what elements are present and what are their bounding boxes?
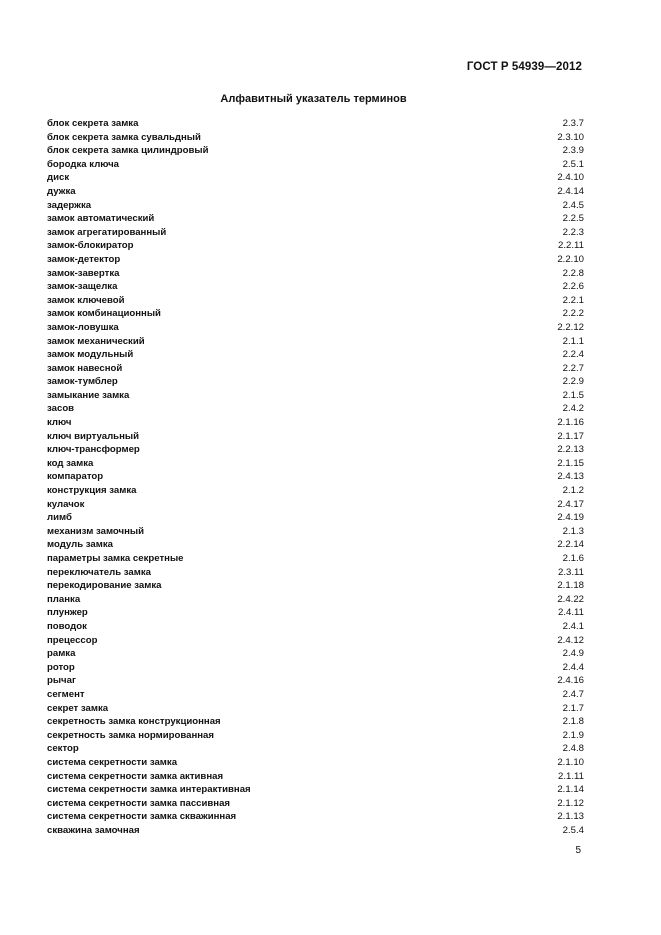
index-term: система секретности замка (47, 756, 178, 768)
index-reference: 2.5.4 (562, 824, 584, 836)
index-term: бородка ключа (47, 158, 120, 170)
index-reference: 2.1.6 (562, 553, 584, 564)
index-reference: 2.3.10 (557, 131, 584, 143)
index-row (47, 647, 584, 661)
document-code: ГОСТ Р 54939—2012 (466, 61, 582, 73)
index-row (47, 457, 584, 471)
index-row (47, 280, 584, 294)
index-reference: 2.4.7 (562, 688, 584, 700)
index-term: замок-защелка (47, 281, 118, 293)
index-term: параметры замка секретные (47, 553, 184, 564)
index-term: модуль замка (47, 539, 113, 551)
index-reference: 2.4.2 (562, 403, 584, 415)
index-reference: 2.1.15 (557, 457, 584, 469)
index-term: замок-детектор (47, 253, 121, 265)
index-row (47, 470, 584, 484)
index-reference: 2.3.9 (562, 145, 584, 157)
index-reference: 2.3.11 (558, 566, 584, 578)
index-row (47, 307, 584, 321)
index-reference: 2.1.2 (562, 485, 584, 497)
index-reference: 2.3.7 (562, 118, 584, 129)
index-reference: 2.2.8 (562, 267, 584, 279)
index-row (47, 321, 584, 335)
index-term: замок механический (47, 335, 145, 347)
index-row (47, 729, 584, 743)
index-row (47, 661, 584, 675)
index-row (47, 362, 584, 376)
index-reference: 2.4.14 (557, 185, 584, 197)
index-reference: 2.5.1 (562, 158, 584, 170)
index-row (47, 185, 584, 199)
index-term: блок секрета замка сувальдный (47, 131, 201, 143)
index-term: секретность замка нормированная (47, 729, 214, 741)
index-row (47, 226, 584, 240)
section-title: Алфавитный указатель терминов (220, 93, 407, 105)
index-reference: 2.4.4 (562, 661, 584, 673)
index-row (47, 239, 584, 253)
index-term: замок-ловушка (47, 321, 119, 333)
index-reference: 2.1.1 (562, 335, 584, 347)
index-row (47, 810, 584, 824)
index-row (47, 348, 584, 362)
index-term: ключ (47, 417, 72, 429)
index-term: замок модульный (47, 349, 134, 361)
index-row (47, 416, 584, 430)
index-term: система секретности замка интерактивная (47, 784, 251, 796)
index-reference: 2.1.17 (557, 430, 584, 442)
index-reference: 2.1.7 (562, 702, 584, 714)
index-reference: 2.2.11 (558, 240, 584, 252)
index-row (47, 606, 584, 620)
index-term: диск (47, 172, 70, 184)
index-term: замок-завертка (47, 267, 120, 279)
index-row (47, 402, 584, 416)
index-row (47, 783, 584, 797)
index-term: кулачок (47, 498, 85, 510)
index-reference: 2.1.9 (562, 729, 584, 741)
index-term: поводок (47, 620, 87, 632)
index-term: блок секрета замка цилиндровый (47, 145, 209, 157)
index-row (47, 702, 584, 716)
index-term: замок навесной (47, 362, 123, 374)
index-reference: 2.4.16 (557, 675, 584, 687)
index-term: замок-блокиратор (47, 240, 134, 252)
index-reference: 2.4.17 (557, 498, 584, 510)
term-index-list (47, 117, 584, 837)
index-row (47, 756, 584, 770)
index-row (47, 158, 584, 172)
index-row (47, 770, 584, 784)
index-reference: 2.2.1 (562, 294, 584, 306)
index-row (47, 525, 584, 539)
index-term: код замка (47, 457, 94, 469)
index-row (47, 117, 584, 131)
index-term: ротор (47, 661, 75, 673)
index-term: механизм замочный (47, 525, 144, 537)
index-term: система секретности замка активная (47, 770, 224, 782)
index-term: плунжер (47, 607, 88, 619)
index-row (47, 566, 584, 580)
index-reference: 2.2.2 (562, 308, 584, 320)
index-row (47, 267, 584, 281)
index-reference: 2.4.12 (557, 634, 584, 646)
index-reference: 2.1.12 (557, 797, 584, 809)
index-reference: 2.2.5 (562, 213, 584, 225)
index-term: замок ключевой (47, 294, 125, 306)
index-term: скважина замочная (47, 824, 140, 836)
index-term: замок автоматический (47, 213, 155, 225)
index-row (47, 131, 584, 145)
index-term: задержка (47, 199, 92, 211)
index-reference: 2.1.11 (558, 770, 584, 782)
index-row (47, 484, 584, 498)
index-row (47, 579, 584, 593)
index-row (47, 212, 584, 226)
index-reference: 2.4.9 (562, 648, 584, 660)
index-row (47, 294, 584, 308)
index-row (47, 335, 584, 349)
index-term: система секретности замка пассивная (47, 797, 231, 809)
index-row (47, 430, 584, 444)
index-row (47, 375, 584, 389)
index-reference: 2.2.7 (562, 362, 584, 374)
index-term: система секретности замка скважинная (47, 811, 237, 823)
index-term: лимб (47, 512, 72, 524)
index-reference: 2.1.13 (557, 811, 584, 823)
index-row (47, 538, 584, 552)
index-term: конструкция замка (47, 485, 137, 497)
index-term: замок комбинационный (47, 308, 161, 320)
index-reference: 2.1.5 (562, 389, 584, 401)
index-term: рычаг (47, 675, 76, 687)
index-row (47, 511, 584, 525)
index-row (47, 715, 584, 729)
index-reference: 2.1.14 (557, 784, 584, 796)
index-row (47, 824, 584, 838)
index-row (47, 498, 584, 512)
index-reference: 2.2.14 (557, 539, 584, 551)
index-reference: 2.1.3 (562, 525, 584, 537)
index-term: дужка (47, 185, 76, 197)
index-term: переключатель замка (47, 566, 151, 578)
index-reference: 2.2.6 (562, 281, 584, 293)
index-term: замыкание замка (47, 389, 130, 401)
index-reference: 2.2.3 (562, 226, 584, 238)
index-term: секрет замка (47, 702, 109, 714)
index-reference: 2.4.8 (562, 743, 584, 755)
index-reference: 2.2.9 (562, 376, 584, 388)
index-row (47, 797, 584, 811)
index-reference: 2.4.10 (557, 172, 584, 184)
index-term: прецессор (47, 634, 98, 646)
index-reference: 2.4.11 (558, 607, 584, 619)
index-term: планка (47, 593, 81, 605)
index-term: ключ виртуальный (47, 430, 139, 442)
index-row (47, 634, 584, 648)
index-term: сектор (47, 743, 79, 755)
index-row (47, 144, 584, 158)
index-row (47, 443, 584, 457)
index-reference: 2.2.12 (557, 321, 584, 333)
index-row (47, 688, 584, 702)
index-row (47, 552, 584, 566)
index-reference: 2.4.13 (557, 471, 584, 483)
index-term: ключ-трансформер (47, 444, 140, 456)
index-reference: 2.4.22 (557, 593, 584, 605)
index-row (47, 593, 584, 607)
index-row (47, 389, 584, 403)
index-row (47, 674, 584, 688)
index-term: замок агрегатированный (47, 226, 167, 238)
index-term: перекодирование замка (47, 580, 162, 592)
index-row (47, 742, 584, 756)
index-term: замок-тумблер (47, 376, 118, 388)
index-reference: 2.1.16 (557, 417, 584, 429)
index-row (47, 620, 584, 634)
index-reference: 2.4.19 (557, 512, 584, 524)
index-term: секретность замка конструкционная (47, 716, 221, 728)
index-term: сегмент (47, 688, 85, 700)
index-term: компаратор (47, 471, 104, 483)
index-row (47, 253, 584, 267)
index-term: блок секрета замка (47, 118, 139, 129)
index-reference: 2.1.18 (557, 580, 584, 592)
index-reference: 2.2.13 (557, 444, 584, 456)
page-number: 5 (575, 845, 581, 856)
index-reference: 2.1.10 (557, 756, 584, 768)
index-reference: 2.4.1 (562, 620, 584, 632)
index-term: рамка (47, 648, 76, 660)
index-reference: 2.1.8 (562, 716, 584, 728)
index-row (47, 171, 584, 185)
index-reference: 2.2.4 (562, 349, 584, 361)
index-row (47, 199, 584, 213)
index-reference: 2.2.10 (557, 253, 584, 265)
index-term: засов (47, 403, 75, 415)
index-reference: 2.4.5 (562, 199, 584, 211)
